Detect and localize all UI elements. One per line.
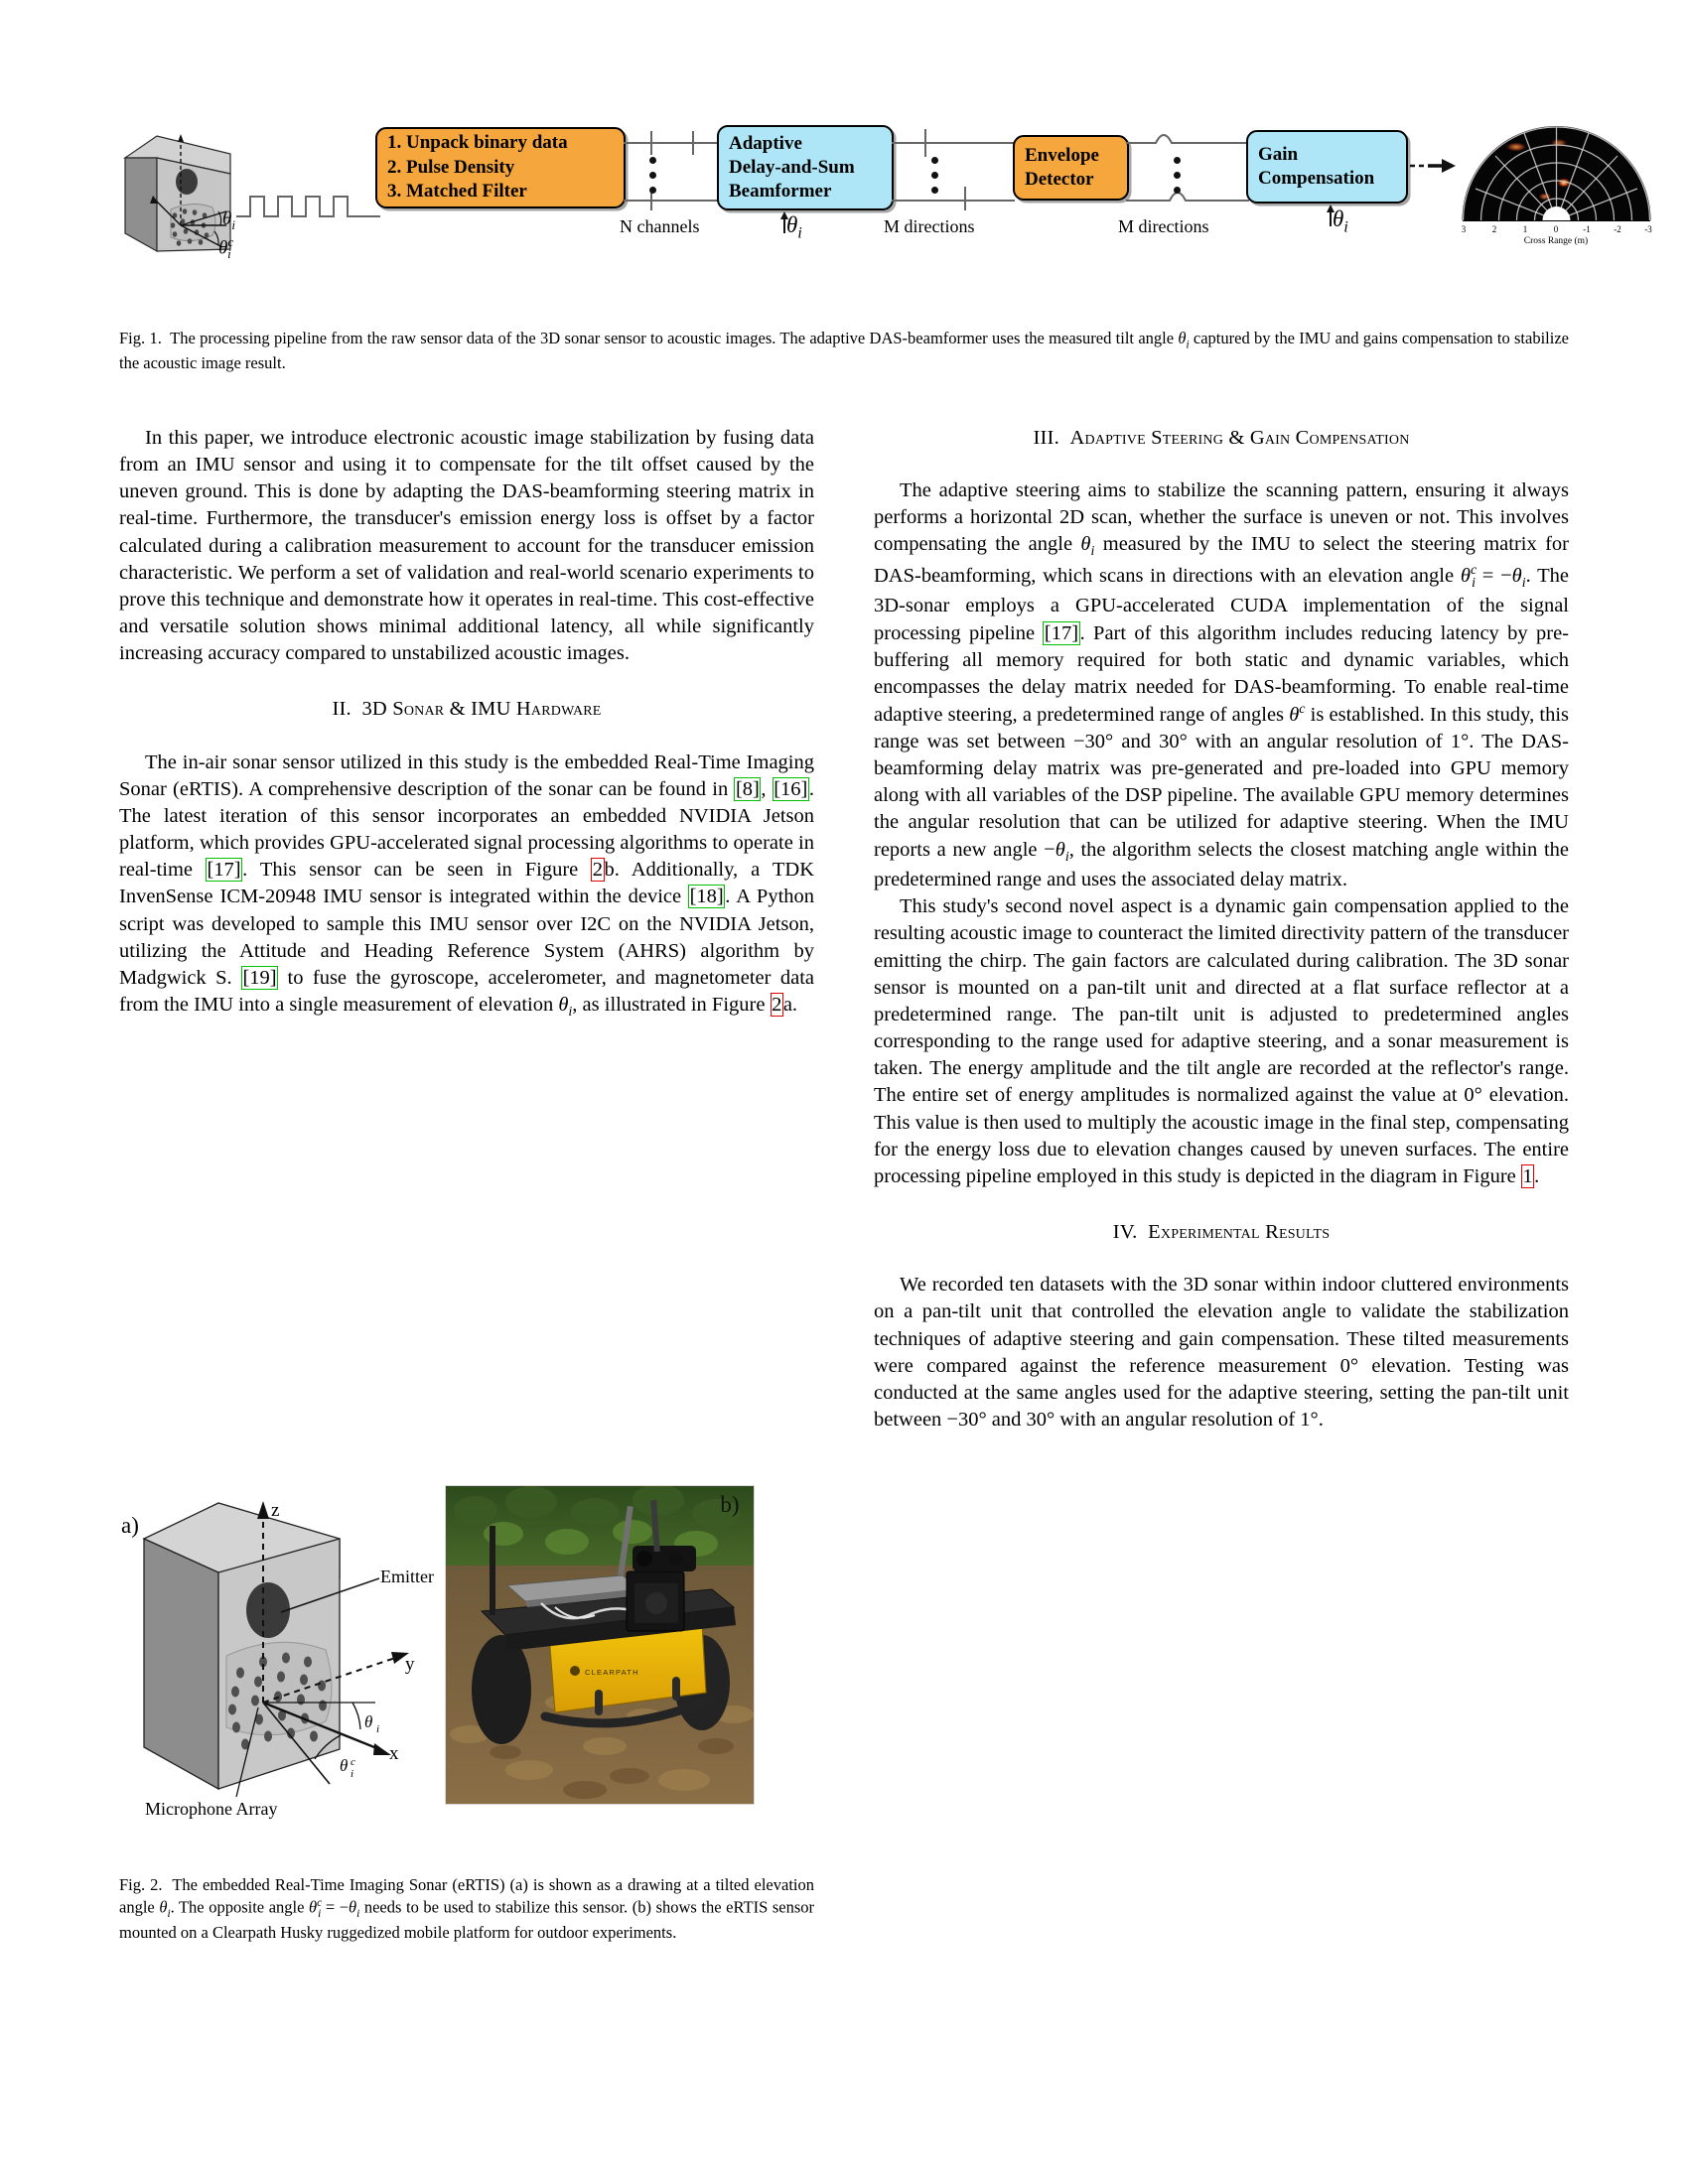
s3-text-e: is established. In this study, this range was set between −30° and 30° with an angular resolution of 1°. The DAS-beamforming delay matrix was pre-generated and pre-loaded into GPU memory along with all variables of the DSP pipeline. The available GPU memory determines the angular resolution that can be utilized for adaptive steering. When the IMU reports a new angle (874, 703, 1569, 861)
left-text-column (119, 425, 814, 1023)
svg-text:c: c (351, 1756, 355, 1768)
pipeline-box-das-beamformer[interactable] (717, 125, 894, 210)
pipeline-box-unpack[interactable] (375, 127, 626, 208)
s3-text-d: . Part of this algorithm includes reducing latency by pre-buffering all memory required for both static and dynamic variables, which encompasses the delay matrix needed for DAS-beamforming. To enable real-time adaptive steering, a predetermined range of angles (874, 621, 1570, 726)
clearpath-brand-text: CLEARPATH (585, 1668, 639, 1677)
svg-text:y: y (405, 1654, 415, 1675)
svg-text:Microphone Array: Microphone Array (145, 1799, 278, 1819)
s2-text-d: . This sensor can be seen in Figure (242, 859, 592, 882)
polar-tick-1: 1 (1522, 224, 1528, 234)
section-3-heading (874, 425, 1569, 452)
citation-8[interactable]: [8] (735, 777, 760, 800)
section-2-paragraph: The in-air sonar sensor utilized in this study is the embedded Real-Time Imaging Sonar (eRTIS). A comprehensive description of the sonar can be found in [8], [16]. The latest iteration of this sensor incorporates an embedded NVIDIA Jetson platform, which provides GPU-accelerated signal processing algorithms to operate in real-time [17]. This sensor can be seen in Figure 2b. Additionally, a TDK InvenSense ICM-20948 IMU sensor is integrated within the device [18]. A Python script was developed to sample this IMU sensor over I2C on the NVIDIA Jetson, utilizing the Attitude and Heading Reference System (AHRS) algorithm by Madgwick S. [19] to fuse the gyroscope, accelerometer, and magnetometer data from the IMU into a single measurement of elevation $\theta_i$, as illustrated in Figure 2a. (119, 751, 815, 1021)
n-channels-label: N channels (620, 216, 700, 236)
m-directions-label-2: M directions (1118, 216, 1209, 236)
section-4-paragraph: We recorded ten datasets with the 3D sonar within indoor cluttered environments on a pan-tilt unit that controlled the elevation angle to validate the stabilization techniques of adaptive steering and gain compensation. These tilted measurements were compared against the reference measurement 0° elevation. Testing was conducted at the same angles used for the adaptive steering, setting the pan-tilt unit between −30° and 30° with an angular resolution of 1°. (874, 1274, 1569, 1431)
gain-theta-label: $\theta_i$ (1333, 206, 1348, 236)
section-3-paragraph-1: The adaptive steering aims to stabilize the scanning pattern, ensuring it always performs a horizontal 2D scan, whether the surface is uneven or not. This involves compensating the angle $\theta_i$ measured by the IMU to select the steering matrix for DAS-beamforming, which scans in directions with an elevation angle $\theta^c_i = -\theta_i$. The 3D-sonar employs a GPU-accelerated CUDA implementation of the signal processing pipeline [17]. Part of this algorithm includes reducing latency by pre-buffering all memory required for both static and dynamic variables, which encompasses the delay matrix needed for DAS-beamforming. To enable real-time adaptive steering, a predetermined range of angles $\theta^c$ is established. In this study, this range was set between −30° and 30° with an angular resolution of 1°. The DAS-beamforming delay matrix was pre-generated and pre-loaded into GPU memory along with all variables of the DSP pipeline. The available GPU memory determines the angular resolution that can be utilized for adaptive steering. When the IMU reports a new angle $-\theta_i$, the algorithm selects the closest matching angle within the predetermined range and uses the associated delay matrix. (874, 479, 1570, 891)
citation-17[interactable]: [17] (207, 859, 241, 882)
figure-ref-2a[interactable]: 2 (772, 993, 782, 1016)
polar-tick-m3: -3 (1644, 224, 1652, 234)
section-3-title: Adaptive Steering & Gain Compensation (1069, 427, 1410, 449)
section-3-paragraph-2 (874, 893, 1569, 1190)
s3-text-c: . The 3D-sonar employs a GPU-accelerated CUDA implementation of the signal processing pipeline (874, 564, 1569, 644)
figure-ref-2b[interactable]: 2 (592, 859, 604, 882)
n-channel-bus-icon (624, 129, 721, 210)
s2-text-b: , (761, 777, 773, 800)
pipeline-box-das-line1: Adaptive (729, 133, 802, 155)
section-3-number: III. (1033, 427, 1059, 449)
s3-text-b: measured by the IMU to select the steering matrix for DAS-beamforming, which scans in directions with an elevation angle (874, 533, 1569, 587)
figure-1-pipeline (119, 117, 1652, 301)
s2-text-h: , as illustrated in Figure (572, 993, 771, 1016)
section-2-heading (119, 696, 814, 723)
intro-paragraph: In this paper, we introduce electronic acoustic image stabilization by fusing data from an IMU sensor and using it to compensate for the tilt offset caused by the uneven ground. This is done by adapting the DAS-beamforming steering matrix in real-time. Furthermore, the transducer's emission energy loss is offset by a factor calculated during a calibration measurement to account for the transducer emission characteristic. We perform a set of validation and real-world scenario experiments to prove this technique and demonstrate how it operates in real-time. This cost-effective and versatile solution shows minimal additional latency, all while significantly increasing accuracy compared to unstabilized acoustic images. (119, 427, 814, 665)
acoustic-image-polar-plot (1455, 121, 1658, 245)
svg-text:i: i (376, 1723, 380, 1735)
pipeline-box-unpack-line2: 2. Pulse Density (387, 156, 515, 178)
s2-text-e: b. Additionally, a TDK InvenSense ICM-20948 IMU sensor is integrated within the device (119, 859, 814, 908)
polar-tick-2: 2 (1491, 224, 1497, 234)
pipeline-box-gain-line2: Compensation (1258, 168, 1375, 189)
svg-text:θ: θ (340, 1756, 349, 1775)
svg-text:i: i (351, 1768, 354, 1780)
pipeline-box-gain-line1: Gain (1258, 144, 1299, 166)
s3-text-a: The adaptive steering aims to stabilize the scanning pattern, ensuring it always performs a horizontal 2D scan, whether the surface is uneven or not. This involves compensating the angle (874, 479, 1569, 556)
figure-2b-photo (445, 1485, 755, 1805)
svg-text:θ: θ (364, 1712, 373, 1731)
pipeline-box-unpack-line1: 1. Unpack binary data (387, 131, 568, 153)
channel-ellipsis-icon (649, 157, 656, 202)
s3-p2-text-b: . (1534, 1164, 1540, 1187)
polar-xlabel: Cross Range (m) (1523, 236, 1589, 245)
polar-tick-m1: -1 (1583, 224, 1591, 234)
pipeline-box-envelope-line1: Envelope (1025, 145, 1099, 167)
m-directions-bus-1-icon (892, 129, 1015, 210)
s3-text-f: , the algorithm selects the closest matching angle within the predetermined range and uses the associated delay matrix. (874, 838, 1569, 891)
polar-tick-m2: -2 (1614, 224, 1621, 234)
section-2-number: II. (332, 698, 352, 721)
s2-text-i: a. (782, 993, 798, 1016)
figure-1-caption: Fig. 1. The processing pipeline from the raw sensor data of the 3D sonar sensor to acoustic images. The adaptive DAS-beamformer uses the measured tilt angle $\theta_i$ captured by the IMU and gains compensation to stabilize the acoustic image result. (119, 329, 1569, 373)
section-4-heading (874, 1219, 1569, 1246)
pipeline-box-gain-compensation[interactable] (1246, 130, 1408, 204)
figure-2-caption: Fig. 2. The embedded Real-Time Imaging Sonar (eRTIS) (a) is shown as a drawing at a tilted elevation angle $\theta_i$. The opposite angle $\theta^c_i = -\theta_i$ needs to be used to stabilize this sensor. (b) shows the eRTIS sensor mounted on a Clearpath Husky ruggedized mobile platform for outdoor experiments. (119, 1875, 815, 1942)
das-theta-label: $\theta_i$ (786, 212, 802, 242)
husky-robot-photo (446, 1486, 754, 1804)
sensor-theta-label: $\theta_i$ (222, 208, 235, 232)
pipeline-box-envelope-detector[interactable] (1013, 135, 1129, 201)
section-2-title: 3D Sonar & IMU Hardware (361, 698, 602, 721)
polar-tick-3: 3 (1461, 224, 1467, 234)
m-directions-bus-2-icon (1126, 129, 1249, 210)
figure-ref-1[interactable]: 1 (1522, 1164, 1533, 1187)
figure-2a-ertis-drawing (119, 1461, 447, 1848)
s2-text-g: to fuse the gyroscope, accelerometer, and magnetometer data from the IMU into a single measurement of elevation (119, 966, 814, 1016)
s3-p2-text-a: This study's second novel aspect is a dynamic gain compensation applied to the resulting acoustic image to counteract the limited directivity pattern of the transducer emitting the chirp. The gain factors are calculated during calibration. The 3D sonar sensor is mounted on a pan-tilt unit and directed at a flat surface reflector at a predetermined range. The pan-tilt unit is adjusted to predetermined angles corresponding to the range used for adaptive steering, and a sonar measurement is taken. The energy amplitude and the tilt angle are recorded at the reflector's range. The entire set of energy amplitudes is normalized against the value at 0° elevation. This value is then used to multiply the acoustic image in the final step, compensating for the energy loss due to elevation changes caused by uneven surfaces. The entire processing pipeline employed in this study is depicted in the diagram in Figure (874, 895, 1569, 1187)
pipeline-box-unpack-line3: 3. Matched Filter (387, 181, 527, 203)
section-4-title: Experimental Results (1148, 1221, 1331, 1244)
citation-17-right[interactable]: [17] (1044, 621, 1079, 644)
citation-16[interactable]: [16] (774, 777, 808, 800)
right-text-column (874, 425, 1569, 1433)
pipeline-box-das-line3: Beamformer (729, 180, 832, 202)
figure-2 (119, 1461, 814, 1853)
panel-a-label: a) (121, 1513, 139, 1538)
directions-ellipsis-2-icon (1174, 157, 1181, 202)
citation-19[interactable]: [19] (242, 966, 277, 989)
s2-text-a: The in-air sonar sensor utilized in this study is the embedded Real-Time Imaging Sonar (eRTIS). A comprehensive description of the sonar can be found in (119, 751, 814, 800)
svg-text:z: z (271, 1500, 280, 1521)
m-directions-label-1: M directions (884, 216, 975, 236)
polar-tick-0: 0 (1553, 224, 1559, 234)
citation-18[interactable]: [18] (689, 886, 724, 908)
binary-pulse-wire-icon (236, 187, 380, 226)
s2-text-c: . The latest iteration of this sensor incorporates an embedded NVIDIA Jetson platform, which provides GPU-accelerated signal processing algorithms to operate in real-time (119, 777, 814, 882)
svg-text:x: x (389, 1743, 399, 1764)
sensor-theta-c-label: $\theta^c_i$ (218, 234, 234, 262)
section-4-number: IV. (1112, 1221, 1138, 1244)
svg-text:Emitter: Emitter (380, 1567, 434, 1586)
panel-b-label: b) (720, 1492, 740, 1517)
pipeline-box-das-line2: Delay-and-Sum (729, 157, 855, 179)
s2-text-f: . A Python script was developed to sample this IMU sensor over I2C on the NVIDIA Jetson, utilizing the Attitude and Heading Reference System (AHRS) algorithm by Madgwick S. (119, 886, 815, 989)
directions-ellipsis-1-icon (931, 157, 938, 202)
pipeline-box-envelope-line2: Detector (1025, 169, 1094, 190)
output-arrow-icon (1410, 155, 1458, 177)
